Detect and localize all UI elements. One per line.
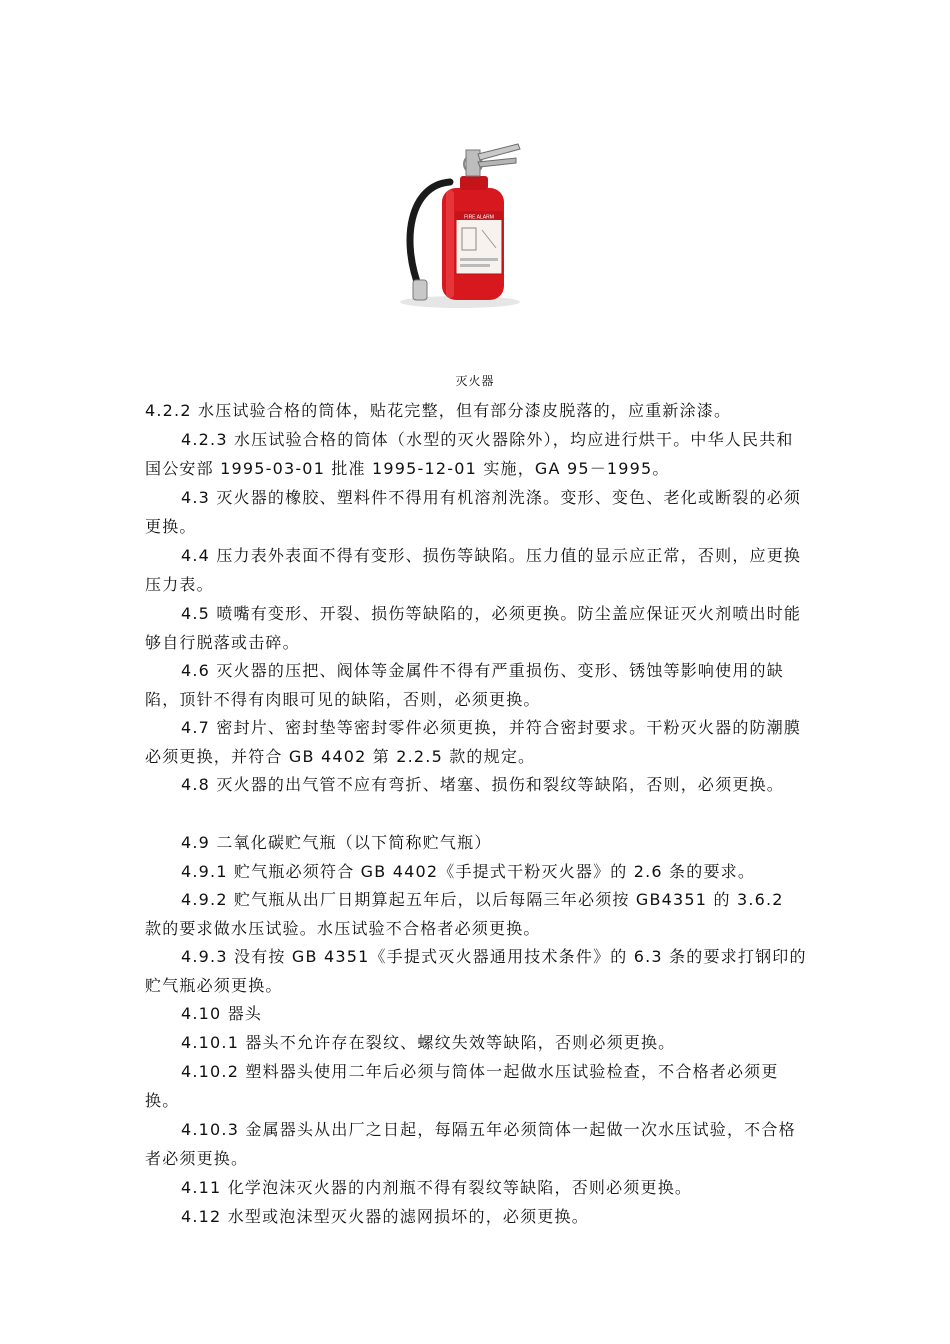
paragraph-4-2-3: 4.2.3 水压试验合格的筒体（水型的灭火器除外），均应进行烘干。中华人民共和国公安部 1995-03-01 批准 1995-12-01 实施，GA 95－1995。 [145,430,794,478]
paragraph-4-7: 4.7 密封片、密封垫等密封零件必须更换，并符合密封要求。干粉灭火器的防潮膜必须更换，并符合 GB 4402 第 2.2.5 款的规定。 [145,718,802,766]
paragraph-4-11: 4.11 化学泡沫灭火器的内剂瓶不得有裂纹等缺陷，否则必须更换。 [181,1178,693,1197]
section-heading-4-9: 4.9 二氧化碳贮气瓶（以下简称贮气瓶） [181,833,492,852]
paragraph-4-8: 4.8 灭火器的出气管不应有弯折、堵塞、损伤和裂纹等缺陷，否则，必须更换。 [181,775,784,794]
paragraph-4-10-1: 4.10.1 器头不允许存在裂纹、螺纹失效等缺陷，否则必须更换。 [181,1033,676,1052]
paragraph-4-5: 4.5 喷嘴有变形、开裂、损伤等缺陷的，必须更换。防尘盖应保证灭火剂喷出时能够自行脱落或击碎。 [145,604,802,652]
paragraph-4-9-1: 4.9.1 贮气瓶必须符合 GB 4402《手提式干粉灭火器》的 2.6 条的要求。 [181,862,756,881]
paragraph-4-9-2: 4.9.2 贮气瓶从出厂日期算起五年后，以后每隔三年必须按 GB4351 的 3.6.2 款的要求做水压试验。水压试验不合格者必须更换。 [145,890,784,938]
paragraph-4-3: 4.3 灭火器的橡胶、塑料件不得用有机溶剂洗涤。变形、变色、老化或断裂的必须更换。 [145,488,802,536]
paragraph-4-2-2: 4.2.2 水压试验合格的筒体，贴花完整，但有部分漆皮脱落的，应重新涂漆。 [145,401,732,420]
fire-extinguisher-image [380,130,530,310]
section-heading-4-10: 4.10 器头 [181,1004,263,1023]
paragraph-4-10-2: 4.10.2 塑料器头使用二年后必须与筒体一起做水压试验检查，不合格者必须更换。 [145,1062,779,1110]
svg-text:FIRE ALARM: FIRE ALARM [464,214,494,221]
paragraph-4-10-3: 4.10.3 金属器头从出厂之日起，每隔五年必须筒体一起做一次水压试验，不合格者必须更换。 [145,1120,796,1168]
paragraph-4-9-3: 4.9.3 没有按 GB 4351《手提式灭火器通用技术条件》的 6.3 条的要求打钢印的贮气瓶必须更换。 [145,947,807,995]
paragraph-4-6: 4.6 灭火器的压把、阀体等金属件不得有严重损伤、变形、锈蚀等影响使用的缺陷，顶针不得有肉眼可见的缺陷，否则，必须更换。 [145,661,784,709]
figure-caption: 灭火器 [455,374,495,388]
paragraph-4-4: 4.4 压力表外表面不得有变形、损伤等缺陷。压力值的显示应正常，否则，应更换压力表。 [145,546,802,594]
paragraph-4-12: 4.12 水型或泡沫型灭火器的滤网损坏的，必须更换。 [181,1207,589,1226]
